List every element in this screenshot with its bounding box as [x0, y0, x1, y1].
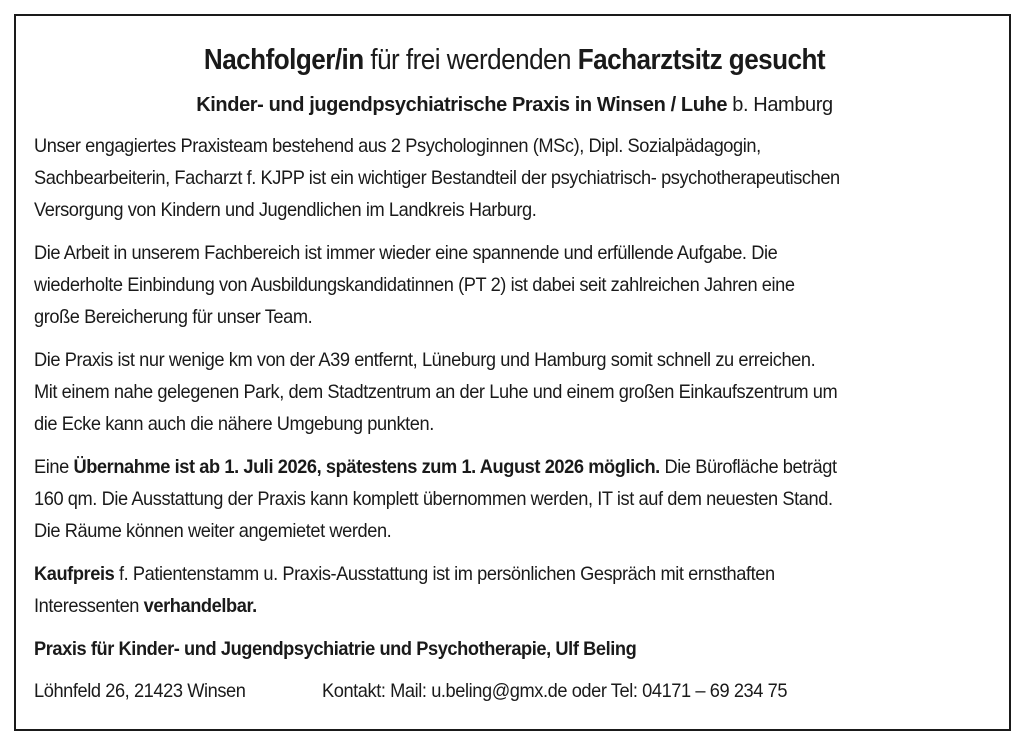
paragraph-price-line-1 — [34, 558, 997, 590]
paragraph-work-line: wiederholte Einbindung von Ausbildungskandidatinnen (PT 2) ist dabei seit zahlreichen Jahren eine — [34, 274, 795, 296]
paragraph-price — [34, 558, 997, 622]
paragraph-takeover-line-3: Die Räume können weiter angemietet werden. — [34, 520, 392, 542]
headline — [82, 42, 947, 78]
paragraph-takeover-line-2: 160 qm. Die Ausstattung der Praxis kann komplett übernommen werden, IT ist auf dem neuesten Stand. — [34, 488, 833, 510]
paragraph-team-line: Sachbearbeiterin, Facharzt f. KJPP ist ein wichtiger Bestandteil der psychiatrisch- psychotherapeutischen — [34, 167, 840, 189]
paragraph-location-line: die Ecke kann auch die nähere Umgebung punkten. — [34, 413, 434, 435]
paragraph-price-line-2 — [34, 590, 997, 622]
paragraph-work-line: Die Arbeit in unserem Fachbereich ist immer wieder eine spannende und erfüllende Aufgabe. Die — [34, 242, 778, 264]
takeover-prefix: Eine — [34, 456, 74, 478]
ad-content — [34, 42, 995, 707]
contact-address: Löhnfeld 26, 21423 Winsen — [34, 680, 246, 702]
contact-details: Kontakt: Mail: u.beling@gmx.de oder Tel: 04171 – 69 234 75 — [321, 680, 788, 702]
contact-line — [34, 675, 933, 707]
paragraph-team — [34, 130, 997, 226]
paragraph-team-line: Unser engagiertes Praxisteam bestehend aus 2 Psychologinnen (MSc), Dipl. Sozialpädagogin, — [34, 135, 761, 157]
price-negotiable-bold: verhandelbar. — [143, 595, 257, 617]
advertisement-box — [14, 14, 1011, 731]
paragraph-location — [34, 344, 997, 440]
paragraph-location-line: Die Praxis ist nur wenige km von der A39 entfernt, Lüneburg und Hamburg somit schnell zu erreichen. — [34, 349, 816, 371]
takeover-suffix: Die Bürofläche beträgt — [659, 456, 837, 478]
price-label-bold: Kaufpreis — [34, 563, 115, 585]
paragraph-work-line: große Bereicherung für unser Team. — [34, 306, 313, 328]
headline-bold-1: Nachfolger/in — [203, 44, 364, 76]
headline-middle: für frei werdenden — [363, 44, 578, 76]
paragraph-location-line: Mit einem nahe gelegenen Park, dem Stadtzentrum an der Luhe und einem großen Einkaufszentrum um — [34, 381, 838, 403]
price-prefix: Interessenten — [34, 595, 144, 617]
price-text: f. Patientenstamm u. Praxis-Ausstattung ist im persönlichen Gespräch mit ernsthaften — [114, 563, 775, 585]
paragraph-takeover — [34, 451, 997, 547]
paragraph-work — [34, 237, 997, 333]
subline-location: b. Hamburg — [727, 94, 833, 116]
paragraph-takeover-line-1 — [34, 451, 997, 483]
takeover-date-bold: Übernahme ist ab 1. Juli 2026, spätestens zum 1. August 2026 möglich. — [73, 456, 660, 478]
subline-bold: Kinder- und jugendpsychiatrische Praxis in Winsen / Luhe — [196, 94, 728, 116]
subline — [34, 92, 995, 118]
practice-signature: Praxis für Kinder- und Jugendpsychiatrie und Psychotherapie, Ulf Beling — [34, 638, 637, 660]
paragraph-team-line: Versorgung von Kindern und Jugendlichen im Landkreis Harburg. — [34, 199, 537, 221]
headline-bold-2: Facharztsitz gesucht — [577, 44, 826, 76]
